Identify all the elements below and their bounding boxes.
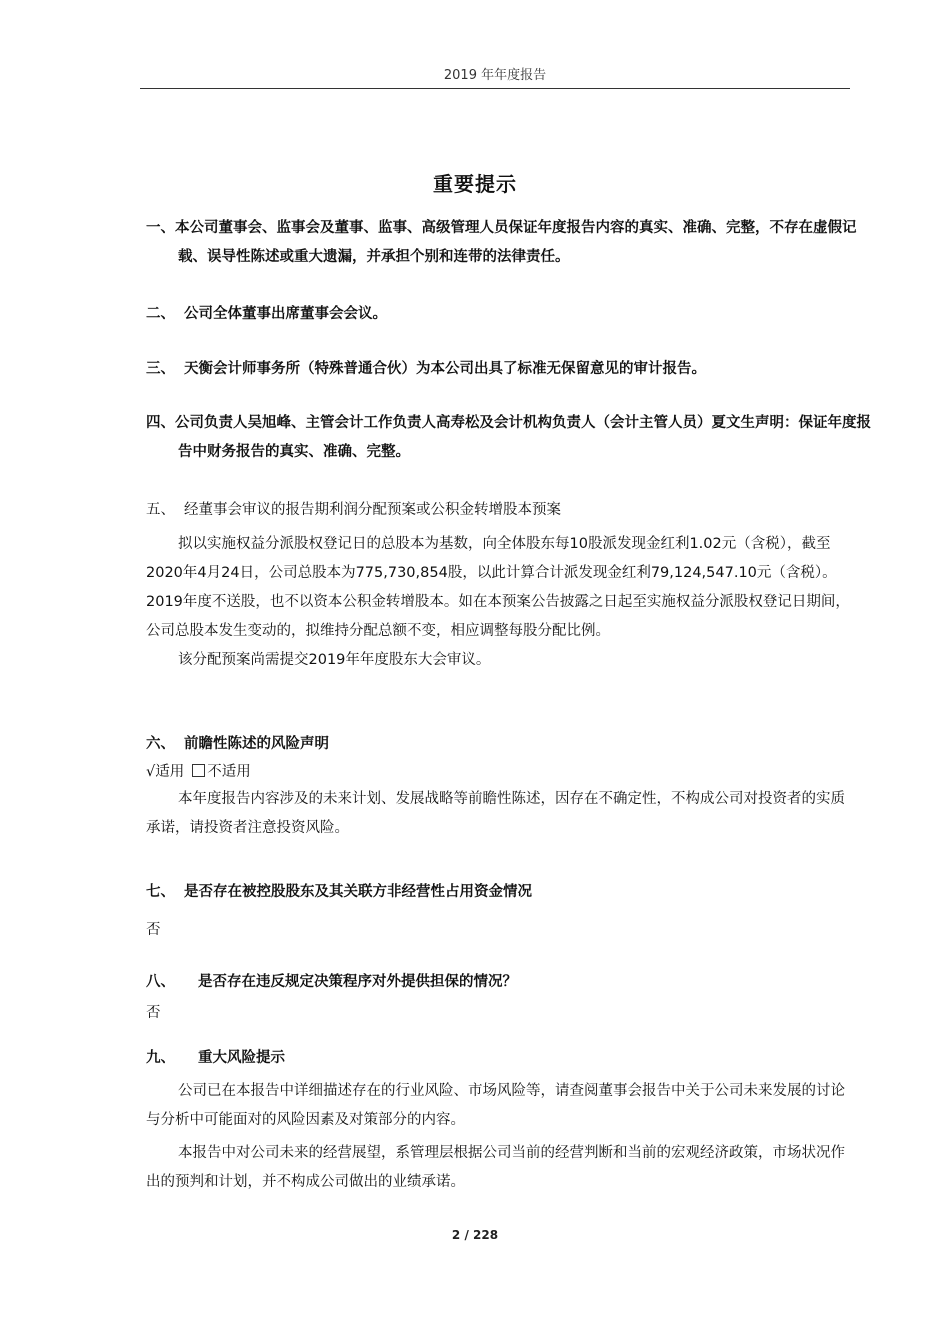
empty-checkbox-icon <box>192 764 205 777</box>
section-9 <box>146 1044 850 1197</box>
applicability-options <box>146 759 850 785</box>
section-7-num: 七、 <box>146 884 175 900</box>
section-5-paragraph-1: 拟以实施权益分派股权登记日的总股本为基数，向全体股东每10股派发现金红利1.02元（含税），截至2020年4月24日，公司总股本为775,730,854股，以此计算合计派发现金红利79,124,547.10元（含税）。2019年度不送股，也不以资本公积金转增股本。如在本预案公告披露之日起至实施权益分派股权登记日期间，公司总股本发生变动的，拟维持分配总额不变，相应调整每股分配比例。 <box>146 536 850 639</box>
section-3 <box>146 355 850 384</box>
section-4 <box>146 409 882 467</box>
section-7-title: 是否存在被控股股东及其关联方非经营性占用资金情况 <box>184 884 532 900</box>
section-6-paragraph: 本年度报告内容涉及的未来计划、发展战略等前瞻性陈述，因存在不确定性，不构成公司对投资者的实质承诺，请投资者注意投资风险。 <box>146 791 845 836</box>
section-8 <box>146 968 850 1028</box>
section-7 <box>146 878 850 945</box>
section-6-title: 前瞻性陈述的风险声明 <box>184 736 329 752</box>
section-9-num: 九、 <box>146 1050 175 1066</box>
section-8-title: 是否存在违反规定决策程序对外提供担保的情况？ <box>198 974 517 990</box>
section-3-text: 天衡会计师事务所（特殊普通合伙）为本公司出具了标准无保留意见的审计报告。 <box>184 361 706 377</box>
section-4-text: 公司负责人吴旭峰、主管会计工作负责人高寿松及会计机构负责人（会计主管人员）夏文生声明：保证年度报告中财务报告的真实、准确、完整。 <box>175 415 871 460</box>
section-5-title: 经董事会审议的报告期利润分配预案或公积金转增股本预案 <box>184 502 561 518</box>
section-1 <box>146 214 882 272</box>
section-8-num: 八、 <box>146 974 175 990</box>
section-2-text: 公司全体董事出席董事会会议。 <box>184 306 387 322</box>
checkmark-icon: √ <box>146 764 156 780</box>
section-5-num: 五、 <box>146 502 175 518</box>
section-1-num: 一、 <box>146 220 175 236</box>
section-7-answer: 否 <box>146 922 161 938</box>
page-title: 重要提示 <box>433 172 517 196</box>
running-header: 2019 年年度报告 <box>443 68 547 83</box>
section-9-title: 重大风险提示 <box>198 1050 285 1066</box>
section-5-paragraph-2: 该分配预案尚需提交2019年年度股东大会审议。 <box>178 652 491 668</box>
section-9-paragraph-2: 本报告中对公司未来的经营展望，系管理层根据公司当前的经营判断和当前的宏观经济政策，市场状况作出的预判和计划，并不构成公司做出的业绩承诺。 <box>146 1145 845 1190</box>
section-4-num: 四、 <box>146 415 175 431</box>
page-number: 2 / 228 <box>451 1228 499 1242</box>
section-2 <box>146 300 850 329</box>
section-1-text: 本公司董事会、监事会及董事、监事、高级管理人员保证年度报告内容的真实、准确、完整，不存在虚假记载、误导性陈述或重大遗漏，并承担个别和连带的法律责任。 <box>175 220 857 265</box>
section-9-paragraph-1: 公司已在本报告中详细描述存在的行业风险、市场风险等，请查阅董事会报告中关于公司未来发展的讨论与分析中可能面对的风险因素及对策部分的内容。 <box>146 1083 845 1128</box>
section-6-num: 六、 <box>146 736 175 752</box>
applicable-label: 适用 <box>155 764 185 780</box>
section-2-num: 二、 <box>146 306 175 322</box>
section-6 <box>146 730 850 843</box>
not-applicable-label: 不适用 <box>207 764 251 780</box>
section-3-num: 三、 <box>146 361 175 377</box>
section-5 <box>146 496 850 675</box>
section-8-answer: 否 <box>146 1005 161 1021</box>
header-rule <box>140 88 850 89</box>
